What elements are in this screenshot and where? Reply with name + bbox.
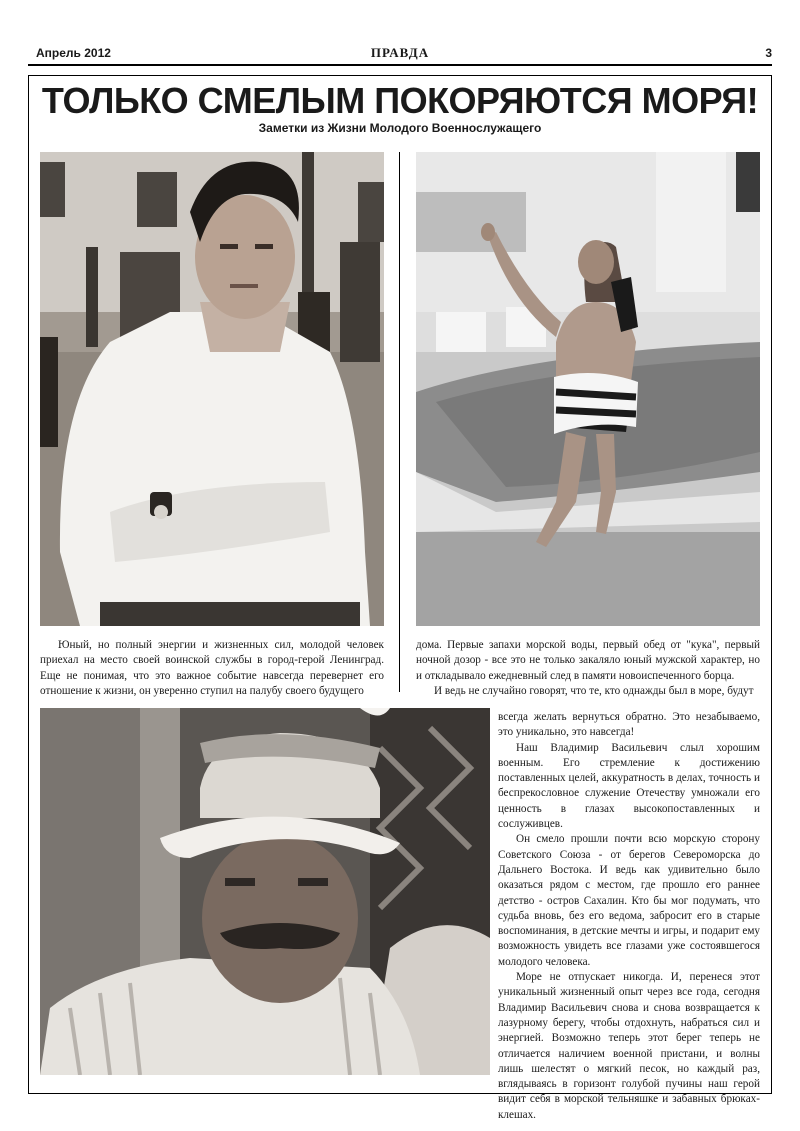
header-rule	[28, 64, 772, 66]
photo-older-man	[40, 708, 490, 1075]
article-column-left	[40, 638, 384, 699]
paragraph: Он смело прошли почти всю морскую сторону Советского Союза - от берегов Североморска до Дальнего Востока. И ведь как удивительно было оказаться рядом с местом, где прошло его раннее детство - остров Сахалин. Кто бы мог подумать, что судьба вновь, без его ведома, забросит его в старые воспоминания, в детские мечты и игры, и подарит ему возможность увидеть все глазами уже состоявшегося молодого человека.	[498, 833, 760, 968]
article-column-bottom	[498, 710, 760, 1123]
article-subheadline: Заметки из Жизни Молодого Военнослужащего	[258, 121, 542, 135]
column-divider	[399, 152, 400, 692]
photo-young-sailor	[40, 152, 384, 626]
paragraph: всегда желать вернуться обратно. Это незабываемо, это уникально, это навсегда!	[498, 711, 760, 739]
paragraph: И ведь не случайно говорят, что те, кто однажды был в море, будут	[434, 684, 754, 697]
masthead: ПРАВДА	[370, 45, 430, 60]
page-number: 3	[765, 46, 772, 60]
paragraph: Наш Владимир Васильевич слыл хорошим военным. Его стремление к достижению поставленных целей, аккуратность в делах, точность и беспрекословное служение Отечеству умножали его ценность в глазах высокопоставленных и сослуживцев.	[498, 741, 760, 831]
article-column-right	[416, 638, 760, 699]
article-headline: ТОЛЬКО СМЕЛЫМ ПОКОРЯЮТСЯ МОРЯ!	[41, 80, 759, 121]
paragraph: дома. Первые запахи морской воды, первый обед от "кука", первый ночной дозор - все это не только закаляло юный мужской характер, но и откладывало ежедневный след в памяти новоиспеченного борца.	[416, 639, 760, 682]
issue-date: Апрель 2012	[36, 46, 111, 60]
paragraph: Море не отпускает никогда. И, перенеся этот уникальный жизненный опыт через все года, сегодня Владимир Васильевич снова и снова возвращается к лазурному берегу, чтобы отдохнуть, набраться сил и энергией. Возможно теперь этот берег теперь не отличается наличием военной пристани, и волны лишь шелестят о мягкий песок, но каждый раз, вглядываясь в горизонт голубой пучины наш герой видит себя в морской тельняшке и забавных брюках-клешах.	[498, 971, 760, 1121]
photo-pool-man	[416, 152, 760, 626]
paragraph: Юный, но полный энергии и жизненных сил, молодой человек приехал на место своей воинской службы в город-герой Ленинград. Еще не понимая, что это важное событие навсегда перевернет его отношение к жизни, он уверенно ступил на палубу своего будущего	[40, 639, 384, 697]
